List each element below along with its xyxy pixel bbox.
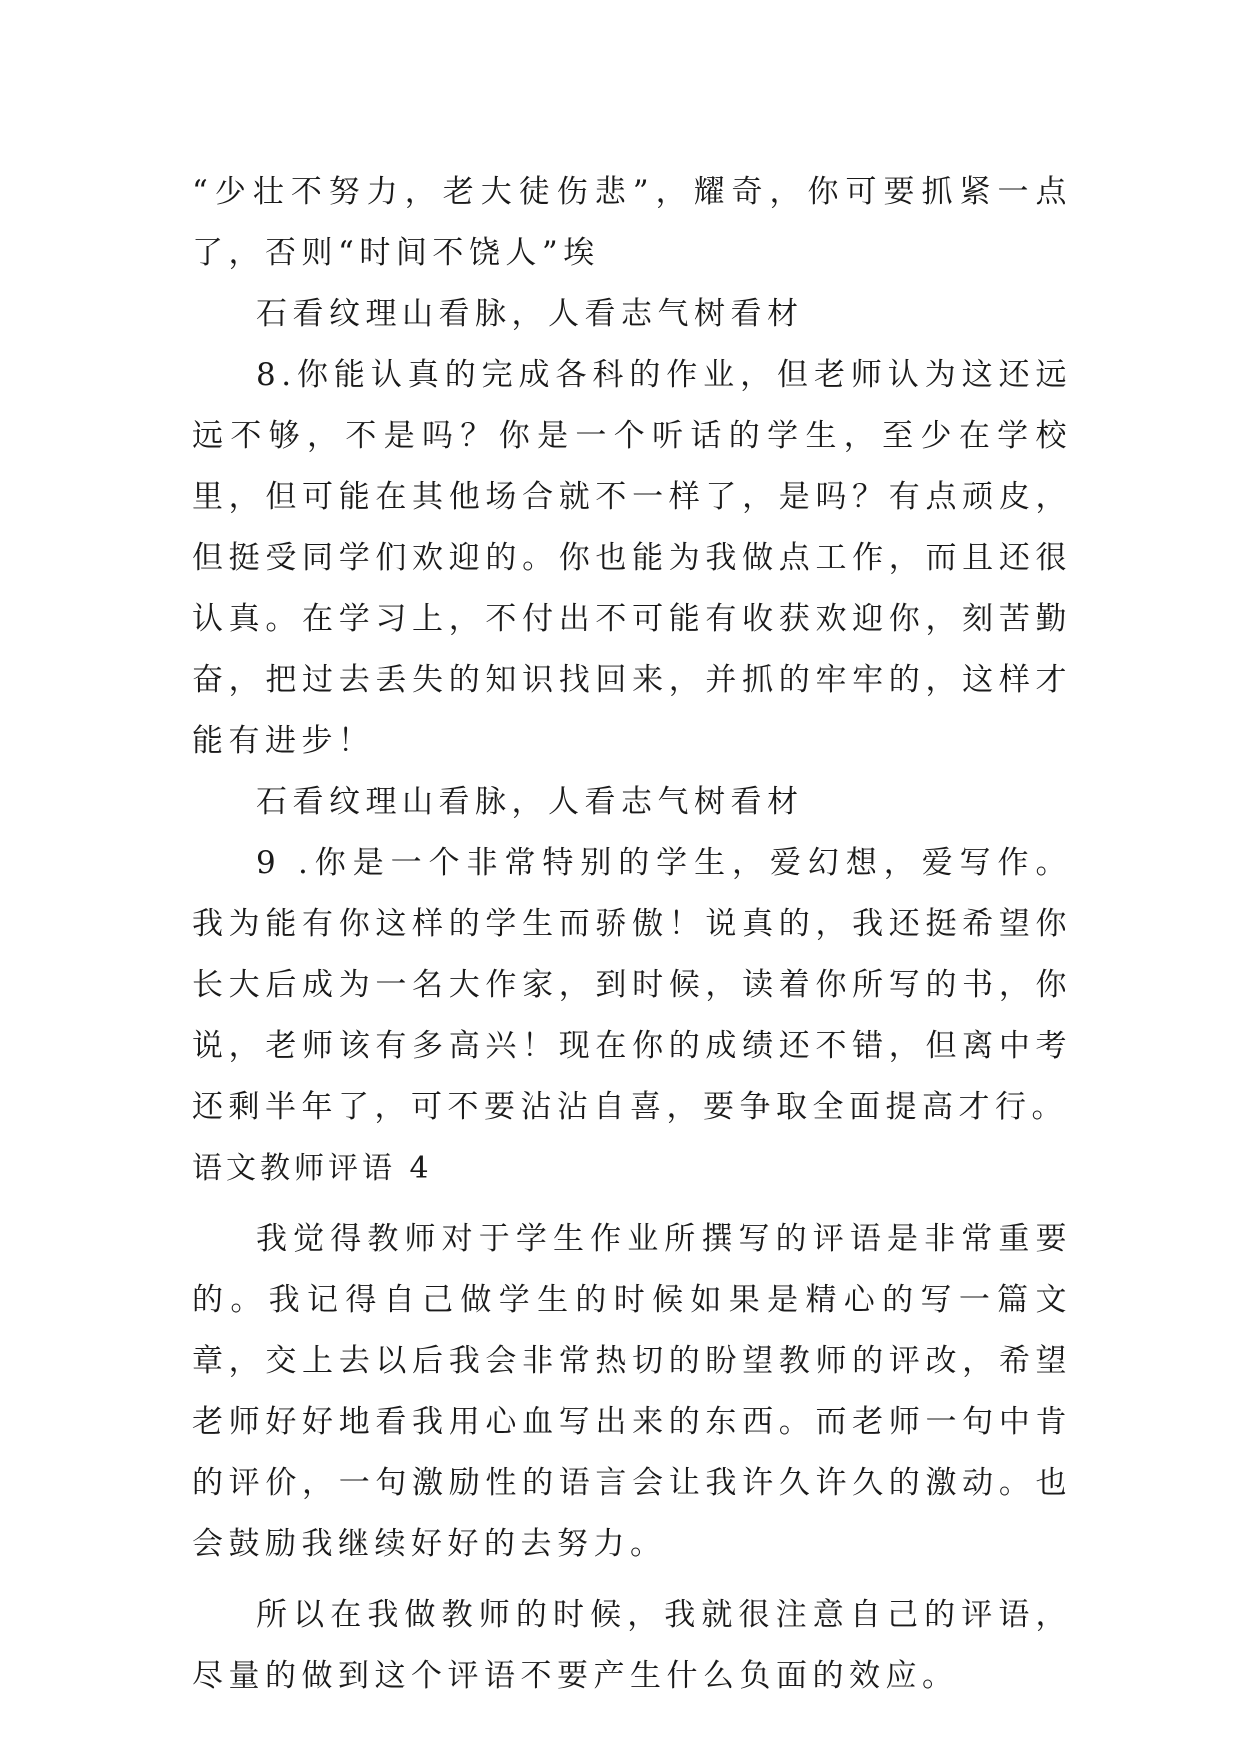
paragraph-comment-9: 9 .你是一个非常特别的学生，爱幻想，爱写作。我为能有你这样的学生而骄傲！说真的，我还挺希望你长大后成为一名大作家，到时候，读着你所写的书，你说，老师该有多高兴！现在你的成绩还不错，但离中考还剩半年了，可不要沾沾自喜，要争取全面提高才行。 [192, 845, 1072, 1125]
document-body [192, 162, 1072, 1707]
paragraph-comment-8: 8.你能认真的完成各科的作业，但老师认为这还远远不够，不是吗？你是一个听话的学生，至少在学校里，但可能在其他场合就不一样了，是吗？有点顽皮，但挺受同学们欢迎的。你也能为我做点工作，而且还很认真。在学习上，不付出不可能有收获欢迎你，刻苦勤奋，把过去丢失的知识找回来，并抓的牢牢的，这样才能有进步！ [192, 357, 1072, 759]
section-heading: 语文教师评语 4 [192, 1151, 433, 1186]
paragraph-essay-1: 我觉得教师对于学生作业所撰写的评语是非常重要的。我记得自己做学生的时候如果是精心的写一篇文章，交上去以后我会非常热切的盼望教师的评改，希望老师好好地看我用心血写出来的东西。而老师一句中肯的评价，一句激励性的语言会让我许久许久的激动。也会鼓励我继续好好的去努力。 [192, 1221, 1072, 1562]
paragraph-motto: 石看纹理山看脉，人看志气树看材 [256, 296, 804, 332]
paragraph-proverb-continuation: “少壮不努力，老大徒伤悲”，耀奇，你可要抓紧一点了，否则“时间不饶人”埃 [192, 174, 1072, 271]
paragraph-essay-2: 所以在我做教师的时候，我就很注意自己的评语，尽量的做到这个评语不要产生什么负面的效应。 [192, 1597, 1072, 1694]
paragraph-motto: 石看纹理山看脉，人看志气树看材 [256, 784, 804, 820]
